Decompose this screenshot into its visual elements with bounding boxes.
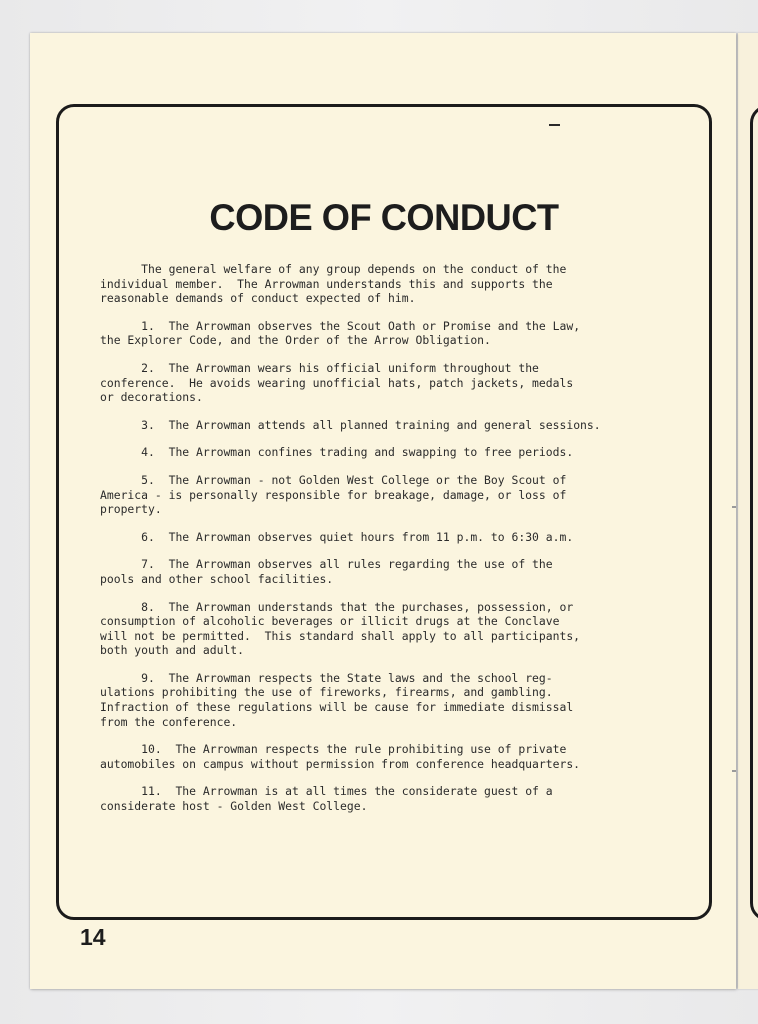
text-line: will not be permitted. This standard shall apply to all participants, [100, 628, 581, 643]
adjacent-page-edge [738, 33, 758, 989]
text-line: considerate host - Golden West College. [100, 799, 368, 814]
text-line: 4. The Arrowman confines trading and swapping to free periods. [100, 445, 574, 460]
text-line: pools and other school facilities. [100, 571, 334, 586]
text-line: from the conference. [100, 714, 238, 729]
text-line: 6. The Arrowman observes quiet hours from 11 p.m. to 6:30 a.m. [100, 529, 574, 544]
text-line: conference. He avoids wearing unofficial hats, patch jackets, medals [100, 375, 574, 390]
rule-item-8 [100, 600, 700, 658]
rule-item-3 [100, 418, 700, 433]
text-line: consumption of alcoholic beverages or illicit drugs at the Conclave [100, 614, 560, 629]
text-line: 10. The Arrowman respects the rule prohibiting use of private [100, 742, 567, 757]
text-line: automobiles on campus without permission from conference headquarters. [100, 756, 581, 771]
rule-item-7 [100, 557, 700, 586]
text-line: or decorations. [100, 390, 203, 405]
intro-paragraph [100, 262, 700, 306]
text-line: 3. The Arrowman attends all planned training and general sessions. [100, 417, 601, 432]
text-line: America - is personally responsible for breakage, damage, or loss of [100, 487, 567, 502]
text-line: 11. The Arrowman is at all times the considerate guest of a [100, 784, 553, 799]
page-number: 14 [80, 924, 106, 950]
rule-item-6 [100, 530, 700, 545]
text-line: 8. The Arrowman understands that the purchases, possession, or [100, 599, 574, 614]
text-line: 9. The Arrowman respects the State laws and the school reg- [100, 670, 553, 685]
text-line: the Explorer Code, and the Order of the Arrow Obligation. [100, 333, 491, 348]
page-title: CODE OF CONDUCT [209, 196, 559, 238]
text-line: property. [100, 502, 162, 517]
text-line: both youth and adult. [100, 643, 245, 658]
text-line: 7. The Arrowman observes all rules regarding the use of the [100, 557, 553, 572]
text-line: The general welfare of any group depends on the conduct of the [100, 262, 567, 276]
rule-item-4 [100, 445, 700, 460]
rule-item-9 [100, 671, 700, 729]
text-line: reasonable demands of conduct expected of him. [100, 291, 416, 306]
rule-item-10 [100, 742, 700, 771]
text-line: ulations prohibiting the use of fireworks, firearms, and gambling. [100, 685, 553, 700]
text-line: 5. The Arrowman - not Golden West College or the Boy Scout of [100, 472, 567, 487]
rule-item-11 [100, 784, 700, 813]
text-line: 1. The Arrowman observes the Scout Oath or Promise and the Law, [100, 318, 581, 333]
text-line: Infraction of these regulations will be cause for immediate dismissal [100, 700, 574, 715]
adjacent-page-border [750, 105, 758, 921]
text-line: 2. The Arrowman wears his official uniform throughout the [100, 360, 539, 375]
scan-tick-mark [732, 506, 736, 508]
rule-item-2 [100, 361, 700, 405]
conduct-text-body [100, 262, 700, 827]
rule-item-1 [100, 319, 700, 348]
stray-dash-mark [549, 124, 560, 126]
rule-item-5 [100, 473, 700, 517]
scan-tick-mark [732, 770, 736, 772]
text-line: individual member. The Arrowman understands this and supports the [100, 276, 553, 291]
